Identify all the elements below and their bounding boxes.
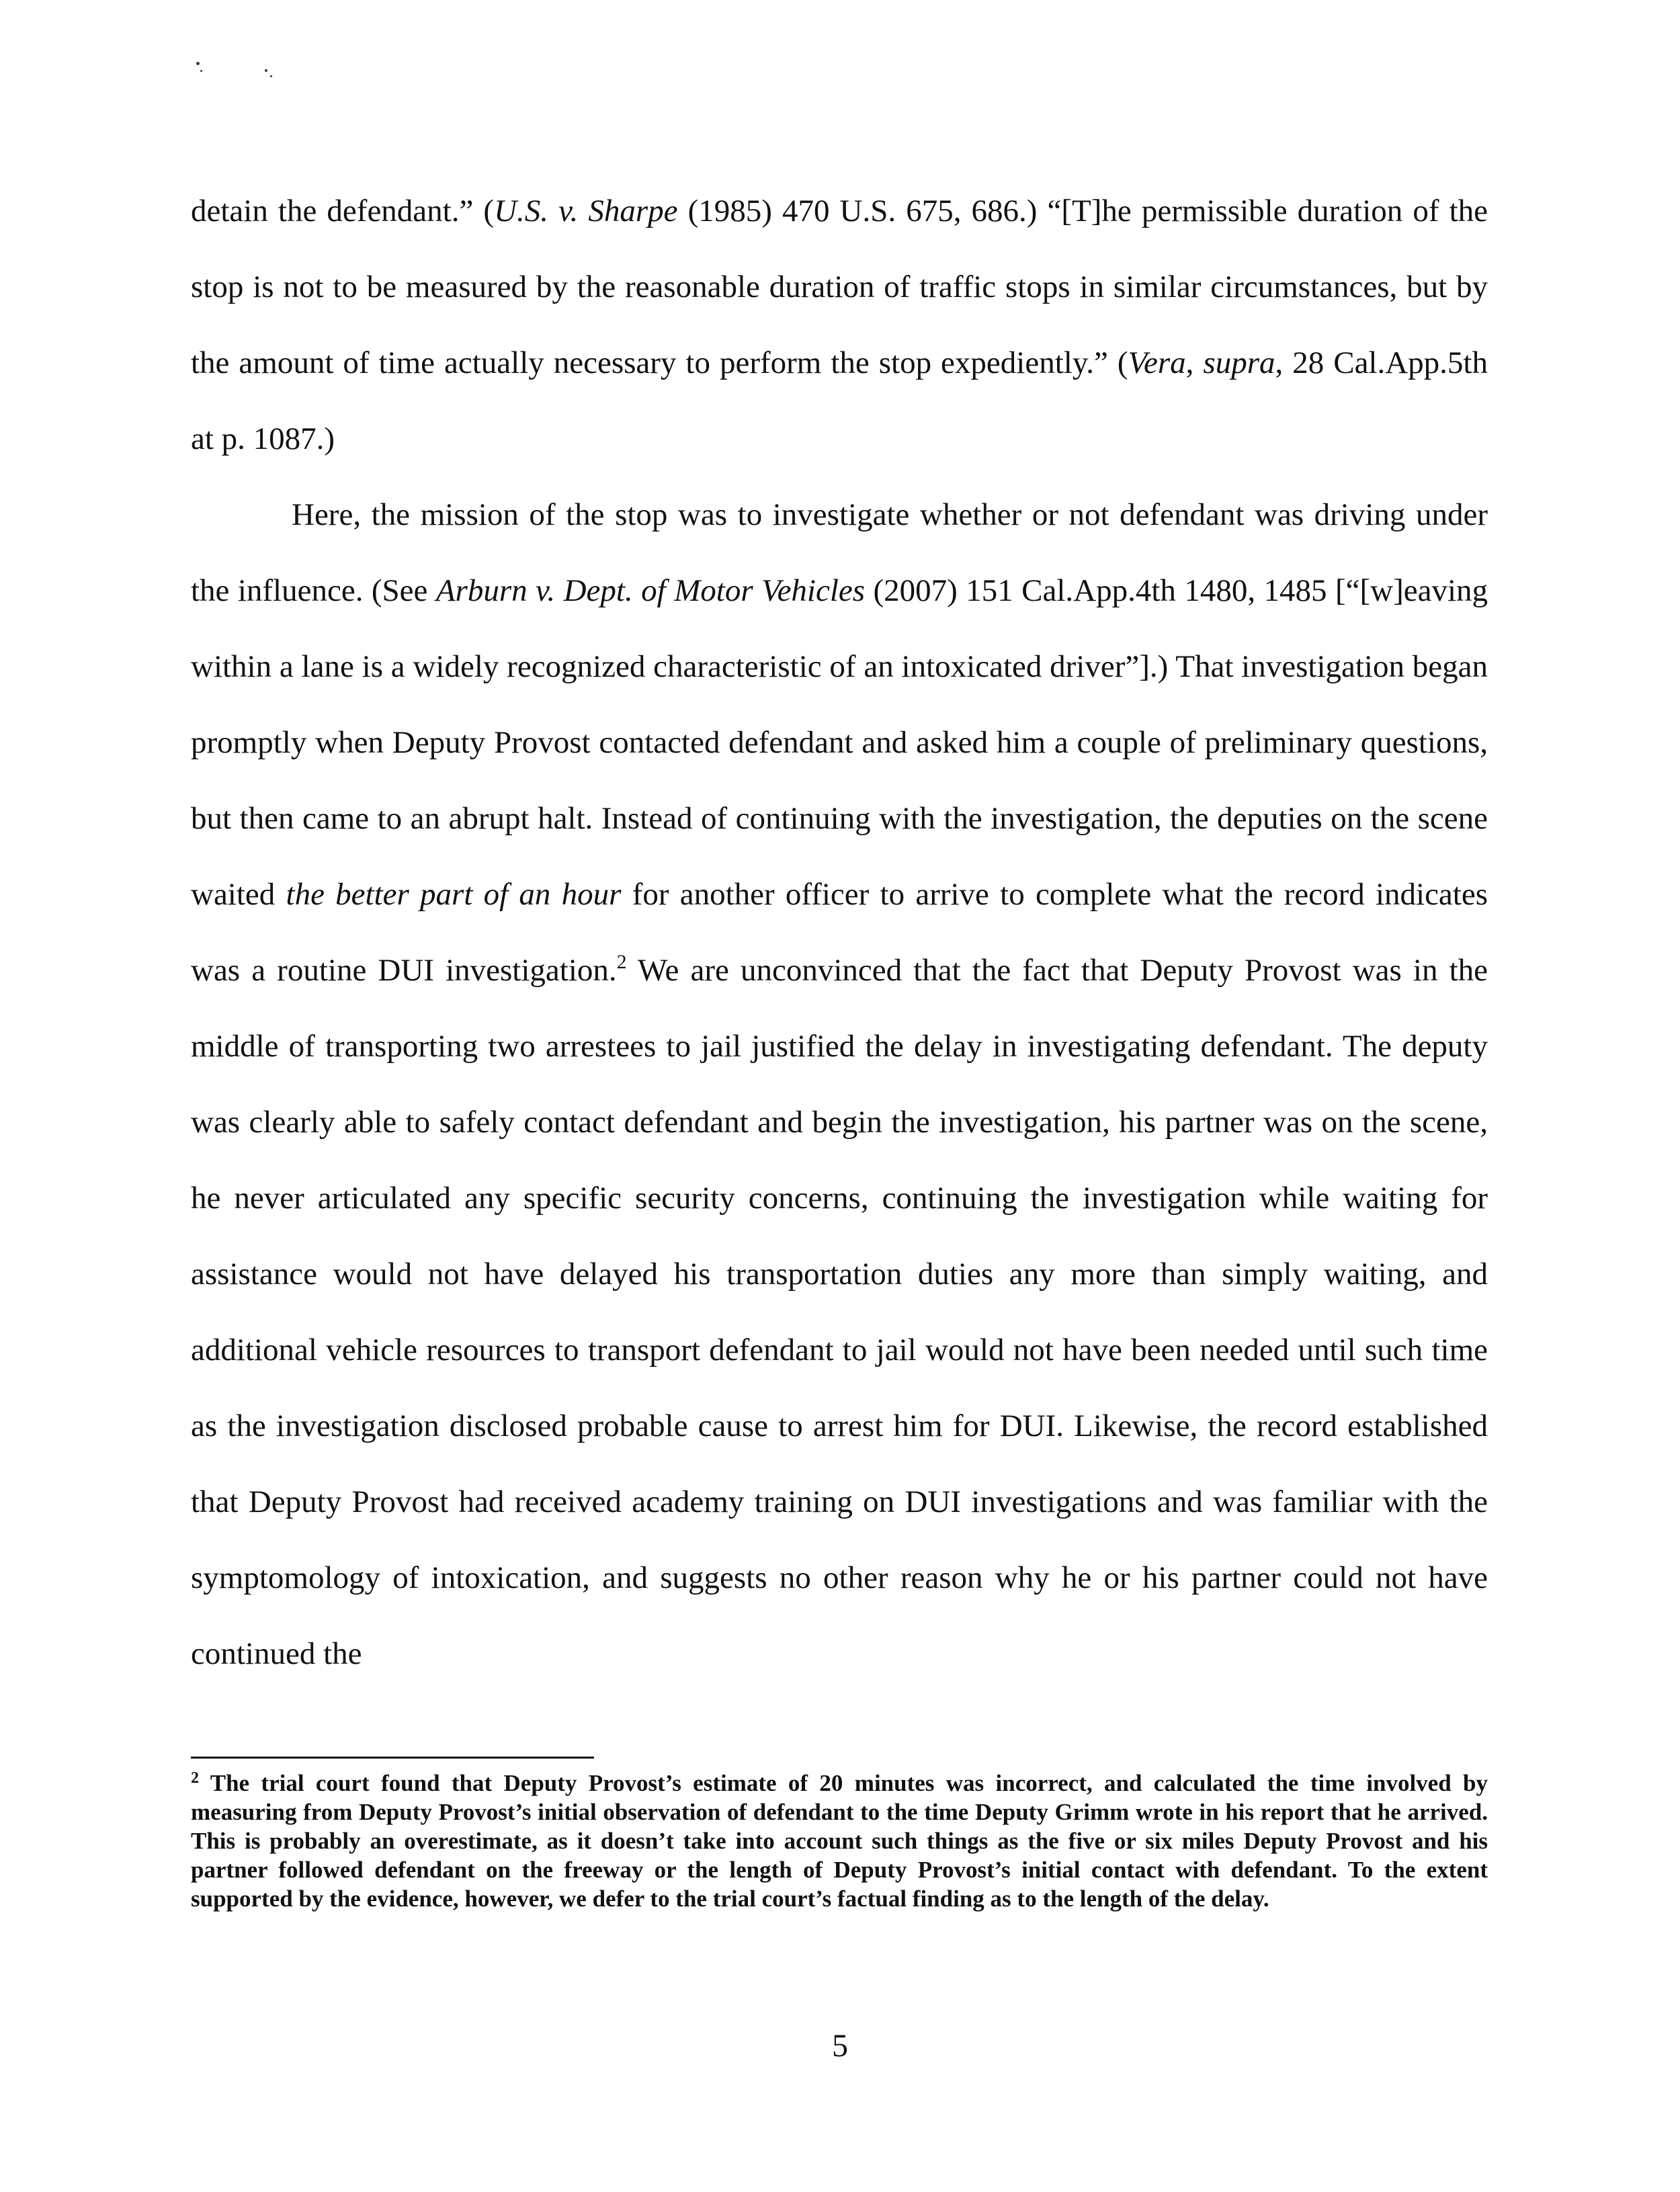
text-segment: , xyxy=(1185,345,1204,380)
text-segment: (2007) 151 Cal.App.4th 1480, 1485 [“[w]eaving within a lane is a widely recognized characteristic of an intoxicated driver”].) That investigation began promptly when Deputy Provost contacted defendant and asked him a couple of preliminary questions, but then came to an abrupt halt. Instead of continuing with the investigation, the deputies on the scene waited xyxy=(191,573,1488,912)
case-citation: Vera xyxy=(1128,345,1186,380)
text-segment: Here, the mission of the stop was to investigate whether or not defendant was driving under the influence. (See xyxy=(191,497,1488,608)
page-number: 5 xyxy=(832,2028,848,2064)
case-citation: U.S. v. Sharpe xyxy=(494,194,678,228)
footnote-text: The trial court found that Deputy Provost’s estimate of 20 minutes was incorrect, and calculated the time involved by measuring from Deputy Provost’s initial observation of defendant to the time Deputy Grimm wrote in his report that he arrived. This is probably an overestimate, as it doesn’t take into account such things as the five or six miles Deputy Provost and his partner followed defendant on the freeway or the length of Deputy Provost’s initial contact with defendant. To the extent supported by the evidence, however, we defer to the trial court’s factual finding as to the length of the delay. xyxy=(191,1770,1488,1912)
emphasis-text: the better part of an hour xyxy=(286,877,622,912)
text-segment: , 28 Cal.App.5th at p. 1087.) xyxy=(191,345,1488,456)
footnote-separator xyxy=(191,1757,594,1759)
paragraph-1 xyxy=(191,173,1488,477)
scan-speck xyxy=(200,70,202,72)
footnote xyxy=(191,1769,1488,1913)
text-segment: detain the defendant.” ( xyxy=(191,194,495,228)
footnote-marker: 2 xyxy=(191,1769,199,1787)
footnote-reference: 2 xyxy=(616,951,627,973)
case-citation: Arburn v. Dept. of Motor Vehicles xyxy=(435,573,866,608)
case-citation: supra xyxy=(1203,345,1275,380)
body-text xyxy=(191,173,1488,1692)
scan-speck xyxy=(265,69,267,72)
text-segment: (1985) 470 U.S. 675, 686.) “[T]he permissible duration of the stop is not to be measured by the reasonable duration of traffic stops in similar circumstances, but by the amount of time actually necessary to perform the stop expediently.” ( xyxy=(191,194,1488,380)
scan-speck xyxy=(270,75,272,77)
paragraph-2 xyxy=(191,477,1488,1692)
text-segment: for another officer to arrive to complete what the record indicates was a routine DUI investigation. xyxy=(191,877,1488,988)
scan-speck xyxy=(196,62,200,65)
text-segment: We are unconvinced that the fact that Deputy Provost was in the middle of transporting two arrestees to jail justified the delay in investigating defendant. The deputy was clearly able to safely contact defendant and begin the investigation, his partner was on the scene, he never articulated any specific security concerns, continuing the investigation while waiting for assistance would not have delayed his transportation duties any more than simply waiting, and additional vehicle resources to transport defendant to jail would not have been needed until such time as the investigation disclosed probable cause to arrest him for DUI. Likewise, the record established that Deputy Provost had received academy training on DUI investigations and was familiar with the symptomology of intoxication, and suggests no other reason why he or his partner could not have continued the xyxy=(191,953,1488,1671)
